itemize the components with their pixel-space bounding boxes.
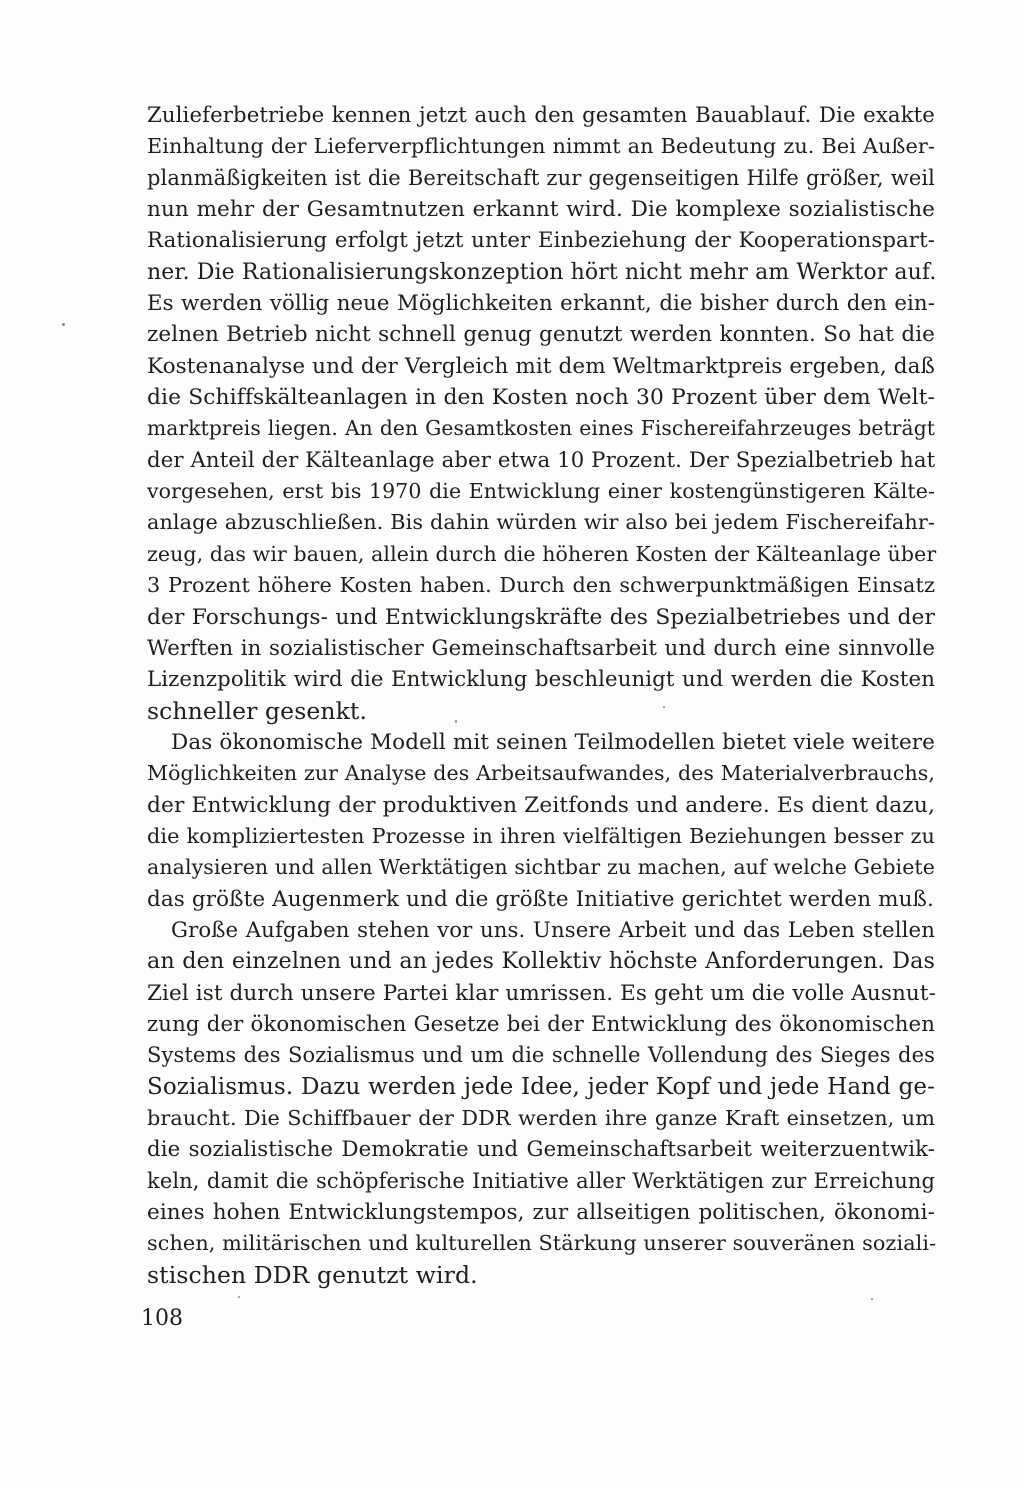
- paragraph: [147, 915, 935, 1291]
- text-line: die Schiffskälteanlagen in den Kosten noch 30 Prozent über dem Welt-: [147, 385, 935, 411]
- text-line: das größte Augenmerk und die größte Initiative gerichtet werden muß.: [147, 886, 934, 912]
- text-line: zung der ökonomischen Gesetze bei der Entwicklung des ökonomischen: [147, 1011, 935, 1037]
- text-line: nun mehr der Gesamtnutzen erkannt wird. Die komplexe sozialistische: [147, 197, 935, 223]
- text-line: eines hohen Entwicklungstempos, zur allseitigen politischen, ökonomi-: [147, 1200, 935, 1226]
- text-line: schneller gesenkt.: [147, 696, 368, 725]
- text-line: an den einzelnen und an jedes Kollektiv höchste Anforderungen. Das: [147, 948, 935, 975]
- text-line: zeug, das wir bauen, allein durch die höheren Kosten der Kälteanlage über: [147, 541, 937, 566]
- paragraph: [147, 100, 935, 727]
- text-line: Kostenanalyse und der Vergleich mit dem Weltmarktpreis ergeben, daß: [147, 353, 935, 379]
- text-line: schen, militärischen und kulturellen Stärkung unserer souveränen soziali-: [147, 1231, 937, 1256]
- text-line: Zulieferbetriebe kennen jetzt auch den gesamten Bauablauf. Die exakte: [147, 103, 935, 128]
- text-line: der Anteil der Kälteanlage aber etwa 10 Prozent. Der Spezialbetrieb hat: [147, 447, 936, 473]
- text-line: Lizenzpolitik wird die Entwicklung beschleunigt und werden die Kosten: [147, 667, 935, 693]
- paper-speck: [871, 1298, 873, 1300]
- text-line: stischen DDR genutzt wird.: [147, 1260, 478, 1289]
- text-line: anlage abzuschließen. Bis dahin würden wir also bei jedem Fischereifahr-: [147, 510, 935, 535]
- text-line: keln, damit die schöpferische Initiative aller Werktätigen zur Erreichung: [147, 1168, 935, 1193]
- text-line: der Entwicklung der produktiven Zeitfonds und andere. Es dient dazu,: [147, 792, 935, 818]
- text-line: vorgesehen, erst bis 1970 die Entwicklung einer kostengünstigeren Kälte-: [147, 479, 935, 504]
- text-line: Systems des Sozialismus und um die schnelle Vollendung des Sieges des: [147, 1043, 935, 1068]
- text-line: Rationalisierung erfolgt jetzt unter Einbeziehung der Kooperationspart-: [147, 228, 935, 254]
- body-text: [147, 100, 935, 1291]
- paper-speck: [62, 323, 65, 326]
- text-line: zelnen Betrieb nicht schnell genug genutzt werden konnten. So hat die: [147, 322, 935, 348]
- text-line: braucht. Die Schiffbauer der DDR werden ihre ganze Kraft einsetzen, um: [147, 1106, 935, 1130]
- text-line: Ziel ist durch unsere Partei klar umrissen. Es geht um die volle Ausnut-: [147, 980, 936, 1006]
- text-line: Große Aufgaben stehen vor uns. Unsere Arbeit und das Leben stellen: [171, 917, 935, 943]
- text-line: analysieren und allen Werktätigen sichtbar zu machen, auf welche Gebiete: [147, 855, 935, 880]
- text-line: Werften in sozialistischer Gemeinschaftsarbeit und durch eine sinnvolle: [147, 635, 935, 661]
- text-line: marktpreis liegen. An den Gesamtkosten eines Fischereifahrzeuges beträgt: [147, 416, 935, 441]
- paragraph: [147, 727, 935, 915]
- text-line: Einhaltung der Lieferverpflichtungen nimmt an Bedeutung zu. Bei Außer-: [147, 134, 935, 159]
- text-line: der Forschungs- und Entwicklungskräfte des Spezialbetriebes und der: [147, 604, 935, 630]
- text-line: 3 Prozent höhere Kosten haben. Durch den schwerpunktmäßigen Einsatz: [147, 573, 935, 598]
- text-line: planmäßigkeiten ist die Bereitschaft zur gegenseitigen Hilfe größer, weil: [147, 165, 935, 190]
- text-line: Möglichkeiten zur Analyse des Arbeitsaufwandes, des Materialverbrauchs,: [147, 761, 935, 786]
- text-line: Das ökonomische Modell mit seinen Teilmodellen bietet viele weitere: [171, 729, 935, 755]
- page-number: 108: [141, 1306, 183, 1331]
- text-line: die sozialistische Demokratie und Gemeinschaftsarbeit weiterzuentwik-: [147, 1137, 935, 1163]
- text-line: Sozialismus. Dazu werden jede Idee, jeder Kopf und jede Hand ge-: [147, 1073, 935, 1100]
- text-line: die kompliziertesten Prozesse in ihren vielfältigen Beziehungen besser zu: [147, 823, 935, 848]
- text-line: ner. Die Rationalisierungskonzeption hört nicht mehr am Werktor auf.: [147, 259, 937, 285]
- text-line: Es werden völlig neue Möglichkeiten erkannt, die bisher durch den ein-: [147, 291, 935, 317]
- paper-speck: [238, 1296, 240, 1298]
